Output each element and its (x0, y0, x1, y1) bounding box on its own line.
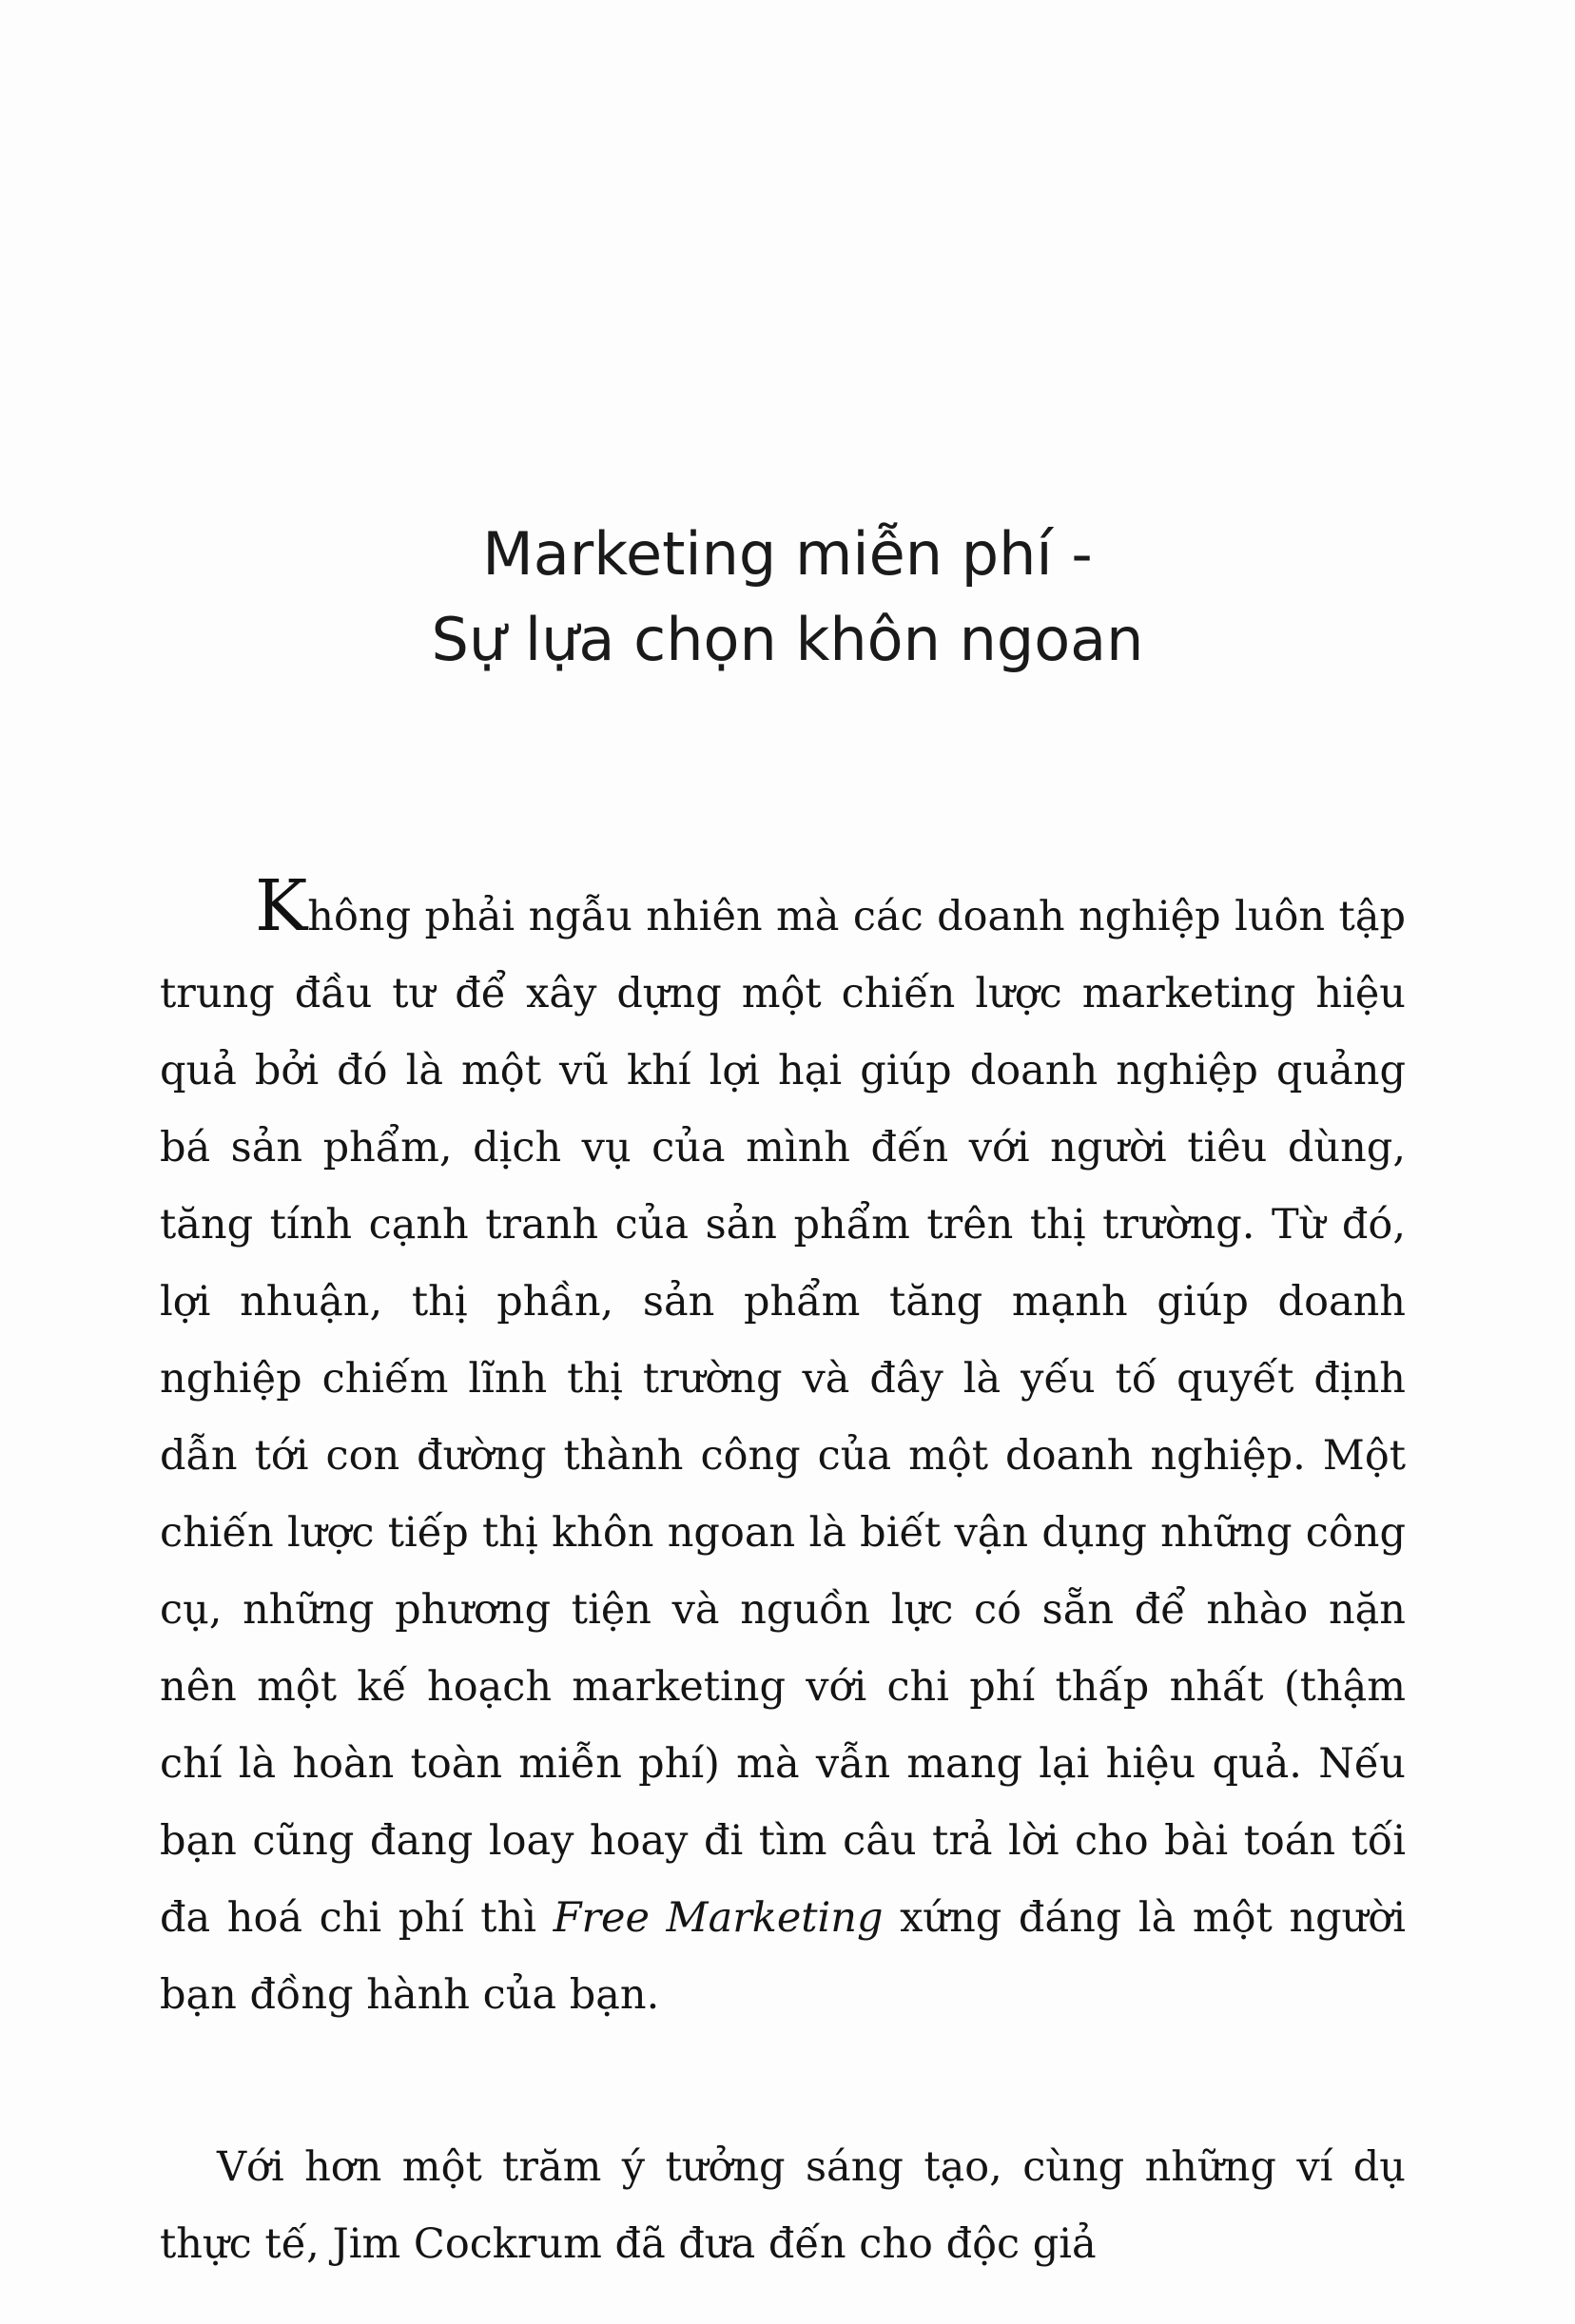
paragraph-1 (160, 865, 1407, 2034)
chapter-title-line-1: Marketing miễn phí - (482, 519, 1093, 589)
paragraph-1-text: hông phải ngẫu nhiên mà các doanh nghiệp luôn tập trung đầu tư để xây dựng một chiến lược marketing hiệu quả bởi đó là một vũ khí lợi hại giúp doanh nghiệp quảng bá sản phẩm, dịch vụ của mình đến với người tiêu dùng, tăng tính cạnh tranh của sản phẩm trên thị trường. Từ đó, lợi nhuận, thị phần, sản phẩm tăng mạnh giúp doanh nghiệp chiếm lĩnh thị trường và đây là yếu tố quyết định dẫn tới con đường thành công của một doanh nghiệp. Một chiến lược tiếp thị khôn ngoan là biết vận dụng những công cụ, những phương tiện và nguồn lực có sẵn để nhào nặn nên một kế hoạch marketing với chi phí thấp nhất (thậm chí là hoàn toàn miễn phí) mà vẫn mang lại hiệu quả. Nếu bạn cũng đang loay hoay đi tìm câu trả lời cho bài toán tối đa hoá chi phí thì (160, 893, 1406, 1942)
drop-cap: K (255, 865, 308, 947)
chapter-title-line-2: Sự lựa chọn khôn ngoan (431, 605, 1144, 674)
paragraph-1-ending: xứng đáng là một người bạn đồng hành của bạn. (160, 1894, 1407, 2019)
paragraph-2: Với hơn một trăm ý tưởng sáng tạo, cùng những ví dụ thực tế, Jim Cockrum đã đưa đến cho độc giả (160, 2143, 1406, 2268)
book-title-italic: Free Marketing (553, 1894, 884, 1942)
